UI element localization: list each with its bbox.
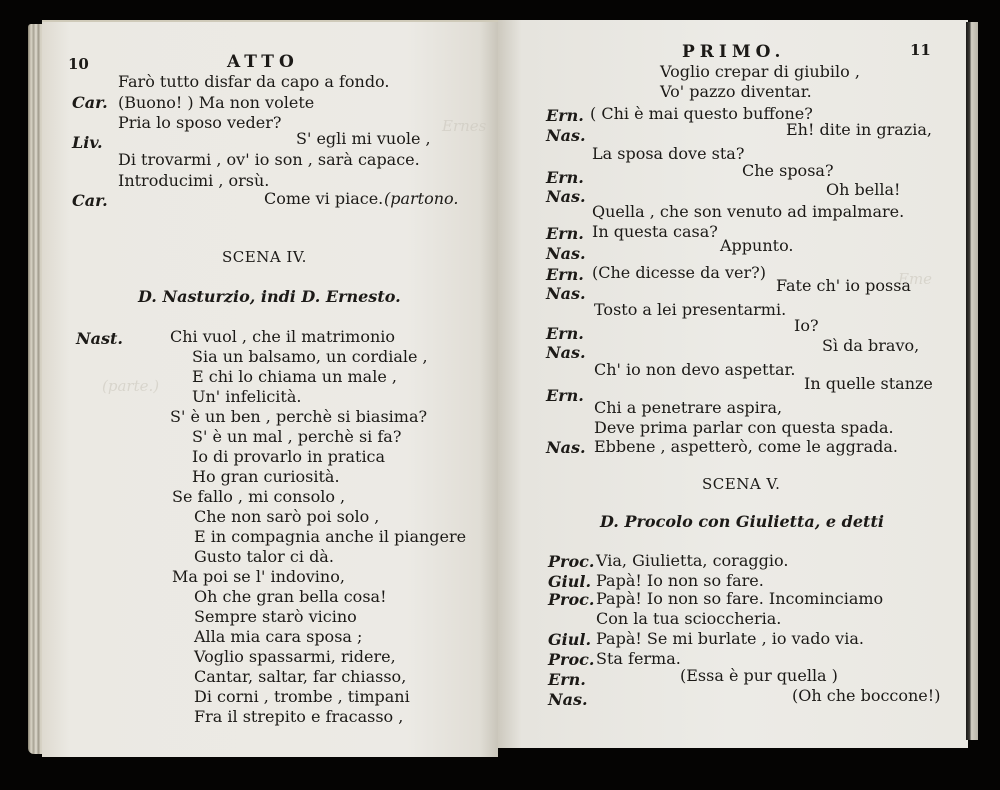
- verse-line: Papà! Se mi burlate , io vado via.: [596, 629, 864, 648]
- aria-line: Chi vuol , che il matrimonio: [170, 327, 396, 346]
- aria-line: E chi lo chiama un male ,: [192, 367, 397, 386]
- verse-line: (Buono! ) Ma non volete: [118, 93, 315, 112]
- verse-line: Farò tutto disfar da capo a fondo.: [118, 72, 390, 91]
- speaker-label: Ern.: [546, 265, 584, 284]
- speaker-label: Nas.: [546, 438, 586, 457]
- speaker-label: Car.: [72, 191, 108, 210]
- verse-line: Appunto.: [720, 236, 794, 255]
- stage-direction: (partono.: [384, 189, 459, 208]
- aria-line: Gusto talor ci dà.: [194, 547, 334, 566]
- verse-line: Sta ferma.: [596, 649, 681, 668]
- aria-line: Fra il strepito e fracasso ,: [194, 707, 404, 726]
- speaker-label: Proc.: [548, 552, 595, 571]
- speaker-label: Giul.: [548, 630, 592, 649]
- aria-line: E in compagnia anche il piangere: [194, 527, 467, 546]
- speaker-label: Liv.: [72, 133, 103, 152]
- verse-line: Papà! Io non so fare. Incominciamo: [596, 589, 884, 608]
- verse-line: Che sposa?: [742, 161, 834, 180]
- verse-line: Introducimi , orsù.: [118, 171, 270, 190]
- speaker-label: Nas.: [546, 343, 586, 362]
- aria-line: Io di provarlo in pratica: [192, 447, 386, 466]
- speaker-label: Proc.: [548, 590, 595, 609]
- verse-line: Io?: [794, 316, 819, 335]
- aria-line: Voglio spassarmi, ridere,: [194, 647, 396, 666]
- aria-line: Di corni , trombe , timpani: [194, 687, 410, 706]
- verse-line: (Oh che boccone!): [792, 686, 941, 705]
- scene-title: SCENA V.: [702, 475, 781, 493]
- scene-characters: D. Procolo con Giulietta, e detti: [600, 512, 884, 531]
- speaker-label: Car.: [72, 93, 108, 112]
- page-number: 10: [68, 55, 89, 73]
- speaker-label: Nast.: [76, 329, 123, 348]
- running-head: PRIMO.: [682, 42, 786, 62]
- verse-line: Come vi piace.: [264, 189, 384, 208]
- verse-line: Oh bella!: [826, 180, 901, 199]
- left-page: [42, 20, 498, 757]
- aria-line: Ho gran curiosità.: [192, 467, 340, 486]
- speaker-label: Nas.: [546, 244, 586, 263]
- verse-line: Chi a penetrare aspira,: [594, 398, 783, 417]
- verse-line: Papà! Io non so fare.: [596, 571, 764, 590]
- verse-line: (Essa è pur quella ): [680, 666, 838, 685]
- speaker-label: Giul.: [548, 572, 592, 591]
- verse-line: ( Chi è mai questo buffone?: [590, 104, 813, 123]
- speaker-label: Ern.: [548, 670, 586, 689]
- speaker-label: Proc.: [548, 650, 595, 669]
- page-stack-right-edge: [966, 22, 978, 740]
- aria-line: Sia un balsamo, un cordiale ,: [192, 347, 428, 366]
- aria-line: Ma poi se l' indovino,: [172, 567, 345, 586]
- speaker-label: Ern.: [546, 324, 584, 343]
- speaker-label: Nas.: [546, 187, 586, 206]
- verse-line: Quella , che son venuto ad impalmare.: [592, 202, 905, 221]
- verse-line: Eh! dite in grazia,: [786, 120, 932, 139]
- verse-line: Ch' io non devo aspettar.: [594, 360, 796, 379]
- verse-line: In questa casa?: [592, 222, 718, 241]
- verse-line: In quelle stanze: [804, 374, 933, 393]
- speaker-label: Ern.: [546, 168, 584, 187]
- verse-line: Fate ch' io possa: [776, 276, 911, 295]
- verse-line: (Che dicesse da ver?): [592, 263, 766, 282]
- aria-line: Cantar, saltar, far chiasso,: [194, 667, 407, 686]
- speaker-label: Nas.: [546, 126, 586, 145]
- verse-line: Tosto a lei presentarmi.: [594, 300, 787, 319]
- verse-line: Voglio crepar di giubilo ,: [660, 62, 860, 81]
- aria-line: Alla mia cara sposa ;: [194, 627, 363, 646]
- aria-line: S' è un mal , perchè si fa?: [192, 427, 402, 446]
- open-book: [28, 20, 980, 760]
- verse-line: Vo' pazzo diventar.: [660, 82, 812, 101]
- speaker-label: Nas.: [548, 690, 588, 709]
- verse-line: Ebbene , aspetterò, come le aggrada.: [594, 437, 898, 456]
- running-head: ATTO: [227, 52, 299, 72]
- aria-line: Oh che gran bella cosa!: [194, 587, 387, 606]
- speaker-label: Ern.: [546, 106, 584, 125]
- verse-line: Via, Giulietta, coraggio.: [596, 551, 789, 570]
- speaker-label: Ern.: [546, 386, 584, 405]
- speaker-label: Nas.: [546, 284, 586, 303]
- right-page: [498, 20, 968, 748]
- verse-line: S' egli mi vuole ,: [296, 129, 431, 148]
- aria-line: Un' infelicità.: [192, 387, 302, 406]
- speaker-label: Ern.: [546, 224, 584, 243]
- aria-line: S' è un ben , perchè si biasima?: [170, 407, 428, 426]
- show-through-text: Ernes: [442, 117, 487, 135]
- aria-line: Che non sarò poi solo ,: [194, 507, 380, 526]
- verse-line: Pria lo sposo veder?: [118, 113, 282, 132]
- verse-line: Di trovarmi , ov' io son , sarà capace.: [118, 150, 420, 169]
- aria-line: Sempre starò vicino: [194, 607, 357, 626]
- aria-line: Se fallo , mi consolo ,: [172, 487, 346, 506]
- page-number: 11: [910, 41, 931, 59]
- verse-line: La sposa dove sta?: [592, 144, 745, 163]
- scene-title: SCENA IV.: [222, 248, 307, 266]
- verse-line: Con la tua scioccheria.: [596, 609, 782, 628]
- scene-characters: D. Nasturzio, indi D. Ernesto.: [138, 287, 401, 306]
- show-through-text: (parte.): [102, 377, 160, 395]
- verse-line: Sì da bravo,: [822, 336, 920, 355]
- verse-line: Deve prima parlar con questa spada.: [594, 418, 894, 437]
- show-through-text: Eme: [898, 270, 933, 288]
